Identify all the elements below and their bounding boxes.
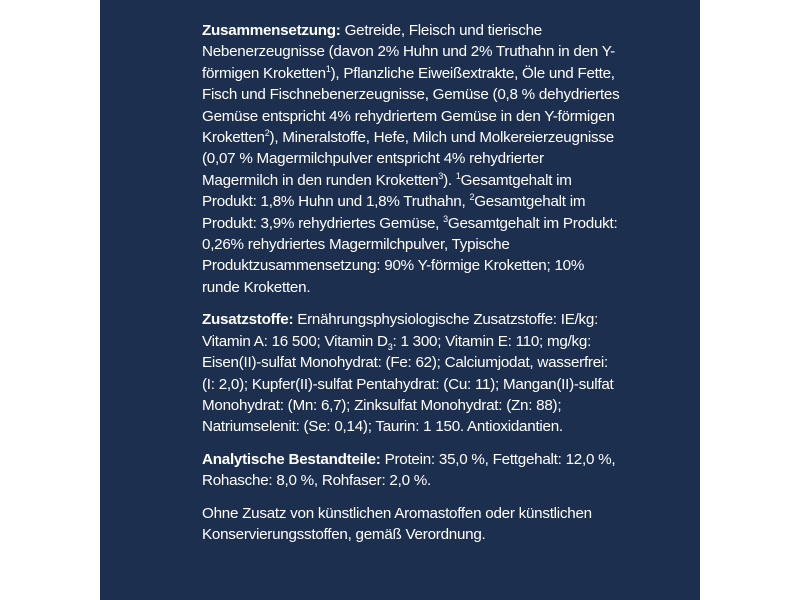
analytical-paragraph [202,449,622,492]
analytical-text: Protein: 35,0 %, Fettgehalt: 12,0 %, Rohasche: 8,0 %, Rohfaser: 2,0 %. [202,450,616,490]
footnote-ref-3: 3 [443,213,448,224]
notice-paragraph [202,503,622,546]
footnote-marker-3: 3 [438,170,444,181]
composition-text-2: ), Pflanzliche Eiweißextrakte, Öle und Fette, Fisch und Fischnebenerzeugnisse, Gemüse (0,8 % dehydriertes Gemüse entspricht 4% rehydriertem Gemüse in den Y-förmigen Kroketten [202,64,620,147]
composition-heading: Zusammensetzung: [202,22,341,39]
additives-heading: Zusatzstoffe: [202,311,294,329]
composition-paragraph [202,20,622,298]
ingredients-label-panel [100,0,700,600]
additives-text-1: Ernährungsphysiologische Zusatzstoffe: IE/kg: Vitamin A: 16 500; Vitamin D [202,311,599,350]
composition-text-3: ), Mineralstoffe, Hefe, Milch und Molkereierzeugnisse (0,07 % Magermilchpulver entspricht 4% rehydrierter Magermilch in den runden Kroketten [202,129,614,189]
footnote-ref-1: 1 [455,170,461,181]
notice-text: Ohne Zusatz von künstlichen Aromastoffen oder künstlichen Konservierungsstoffen, gemäß Verordnung. [202,504,592,543]
additives-text-2: : 1 300; Vitamin E: 110; mg/kg: Eisen(II)-sulfat Monohydrat: (Fe: 62); Calciumjodat, wasserfrei: (I: 2,0); Kupfer(II)-sulfat Pentahydrat: (Cu: 11); Mangan(II)-sulfat Monohydrat: (Mn: 6,7); Zinksulfat Monohydrat: (Zn: 88); Natriumselenit: (Se: 0,14); Taurin: 1 150. Antioxidantien. [202,332,614,436]
vitamin-d-subscript: 3 [387,341,393,352]
composition-text-4: ). [443,171,456,189]
analytical-heading: Analytische Bestandteile: [202,450,381,468]
composition-text-5: Gesamtgehalt im Produkt: 1,8% Huhn und 1,8% Truthahn, [202,171,572,211]
composition-text-1: Getreide, Fleisch und tierische Nebenerzeugnisse (davon 2% Huhn und 2% Truthahn in den Y-förmigen Kroketten [202,22,615,82]
additives-paragraph [202,309,622,437]
footnote-marker-2: 2 [264,127,270,138]
composition-text-6: Gesamtgehalt im Produkt: 3,9% rehydriertes Gemüse, [202,193,586,232]
footnote-marker-1: 1 [325,63,331,74]
footnote-ref-2: 2 [469,192,475,203]
composition-text-7: Gesamtgehalt im Produkt: 0,26% rehydriertes Magermilchpulver, Typische Produktzusammensetzung: 90% Y-förmige Kroketten; 10% runde Kroketten. [202,214,618,296]
